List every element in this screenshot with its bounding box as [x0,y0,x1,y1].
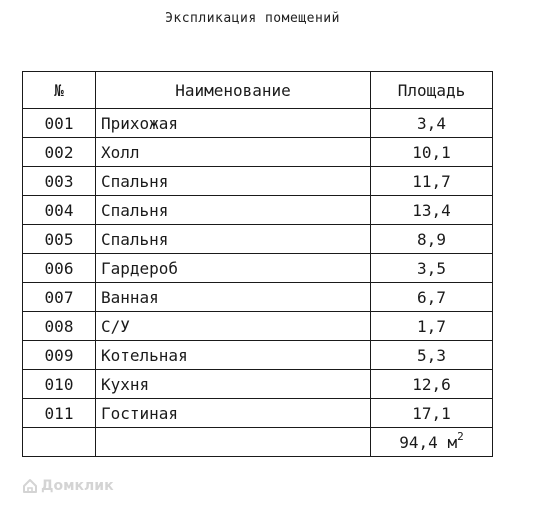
row-area: 11,7 [371,167,493,196]
row-area: 8,9 [371,225,493,254]
row-area: 3,4 [371,109,493,138]
row-name: Прихожая [96,109,371,138]
row-number: 004 [23,196,96,225]
row-area: 13,4 [371,196,493,225]
table-row [23,225,493,254]
row-area: 6,7 [371,283,493,312]
header-area: Площадь [371,72,493,109]
row-area: 12,6 [371,370,493,399]
row-number: 010 [23,370,96,399]
row-name: Спальня [96,167,371,196]
header-name: Наименование [96,72,371,109]
table-row [23,399,493,428]
row-area: 1,7 [371,312,493,341]
table-row [23,196,493,225]
total-empty-number [23,428,96,457]
row-name: Котельная [96,341,371,370]
rooms-table [22,71,493,457]
table-row [23,254,493,283]
total-area [371,428,493,457]
row-area: 17,1 [371,399,493,428]
table-row [23,341,493,370]
row-number: 011 [23,399,96,428]
row-name: Спальня [96,196,371,225]
row-number: 008 [23,312,96,341]
table-row [23,370,493,399]
row-area: 5,3 [371,341,493,370]
row-number: 002 [23,138,96,167]
row-name: Ванная [96,283,371,312]
total-row [23,428,493,457]
table-row [23,283,493,312]
row-number: 006 [23,254,96,283]
row-area: 3,5 [371,254,493,283]
house-logo-icon [22,478,38,494]
row-number: 001 [23,109,96,138]
row-name: Спальня [96,225,371,254]
table-row [23,138,493,167]
row-name: С/У [96,312,371,341]
row-number: 009 [23,341,96,370]
total-area-value: 94,4 м [399,432,458,452]
document-title: Экспликация помещений [165,11,340,26]
total-area-unit-exponent: 2 [457,429,464,443]
header-number: № [23,72,96,109]
row-name: Кухня [96,370,371,399]
table-row [23,312,493,341]
row-number: 007 [23,283,96,312]
total-empty-name [96,428,371,457]
row-area: 10,1 [371,138,493,167]
table-row [23,109,493,138]
watermark-text: Домклик [41,478,114,494]
table-row [23,167,493,196]
watermark [22,478,114,494]
row-name: Гостиная [96,399,371,428]
row-name: Гардероб [96,254,371,283]
row-name: Холл [96,138,371,167]
table-header-row [23,72,493,109]
row-number: 003 [23,167,96,196]
row-number: 005 [23,225,96,254]
